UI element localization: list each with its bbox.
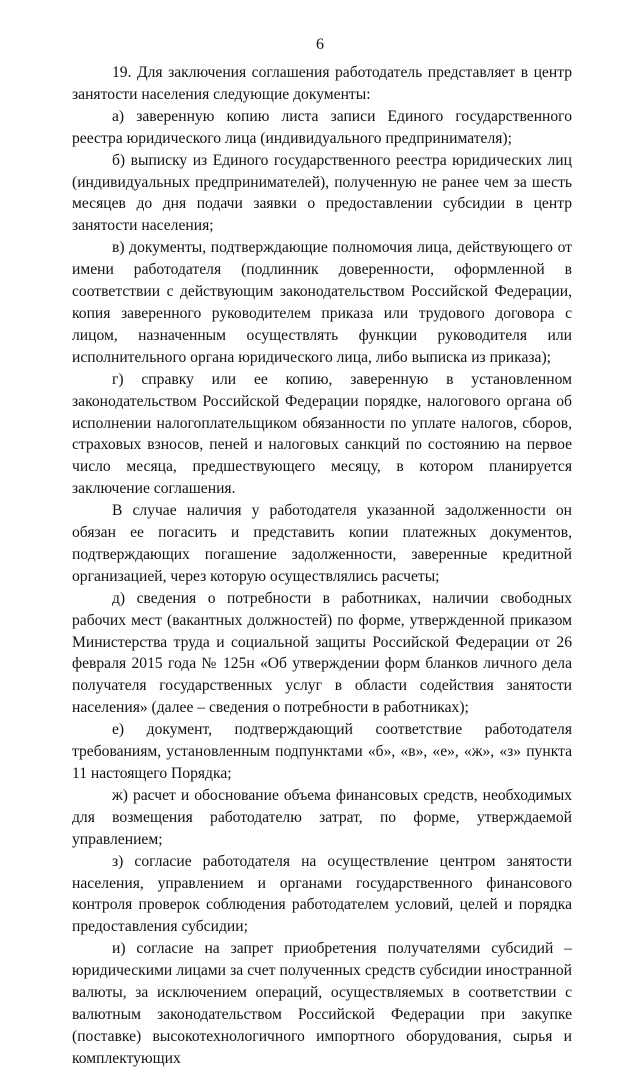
- paragraph-item-i: и) согласие на запрет приобретения получателями субсидий – юридическими лицами за счет полученных средств субсидии иностранной валюты, за исключением операций, осуществляемых в соответствии с валютным законодательством Российской Федерации при закупке (поставке) высокотехнологичного импортного оборудования, сырья и комплектующих: [72, 940, 572, 1067]
- paragraph-item-g: г) справку или ее копию, заверенную в установленном законодательством Российской Федерации порядке, налогового органа об исполнении налогоплательщиком обязанности по уплате налогов, сборов, страховых взносов, пеней и налоговых санкций по состоянию на первое число месяца, предшествующего месяцу, в котором планируется заключение соглашения.: [72, 370, 572, 498]
- paragraph-item-v: в) документы, подтверждающие полномочия лица, действующего от имени работодателя (подлинник доверенности, оформленной в соответствии с действующим законодательством Российской Федерации, копия заверенного руководителем приказа или трудового договора с лицом, назначенным осуществлять функции руководителя или исполнительного органа юридического лица, либо выписка из приказа);: [72, 239, 572, 366]
- paragraph-item-d: д) сведения о потребности в работниках, наличии свободных рабочих мест (вакантных должностей) по форме, утвержденной приказом Министерства труда и социальной защиты Российской Федерации от 26 февраля 2015 года № 125н «Об утверждении форм бланков личного дела получателя государственных услуг в области содействия занятости населения» (далее – сведения о потребности в работниках);: [72, 589, 572, 717]
- paragraph-item-e: е) документ, подтверждающий соответствие работодателя требованиям, установленным подпунктами «б», «в», «е», «ж», «з» пункта 11 настоящего Порядка;: [72, 721, 572, 782]
- paragraph-item-b: б) выписку из Единого государственного реестра юридических лиц (индивидуальных предпринимателей), полученную не ранее чем за шесть месяцев до дня подачи заявки о предоставлении субсидии в центр занятости населения;: [72, 151, 572, 235]
- document-body: [72, 62, 572, 1070]
- paragraph-19-intro: 19. Для заключения соглашения работодатель представляет в центр занятости населения следующие документы:: [72, 64, 572, 103]
- paragraph-item-a: а) заверенную копию листа записи Единого государственного реестра юридического лица (индивидуального предпринимателя);: [72, 107, 572, 147]
- page-number: 6: [316, 36, 324, 53]
- paragraph-item-z: з) согласие работодателя на осуществление центром занятости населения, управлением и органами государственного финансового контроля проверок соблюдения работодателем условий, целей и порядка предоставления субсидии;: [72, 852, 572, 936]
- paragraph-item-zh: ж) расчет и обоснование объема финансовых средств, необходимых для возмещения работодателю затрат, по форме, утверждаемой управлением;: [72, 786, 572, 848]
- paragraph-debt-note: В случае наличия у работодателя указанной задолженности он обязан ее погасить и представить копии платежных документов, подтверждающих погашение задолженности, заверенные кредитной организацией, через которую осуществлялись расчеты;: [72, 502, 572, 585]
